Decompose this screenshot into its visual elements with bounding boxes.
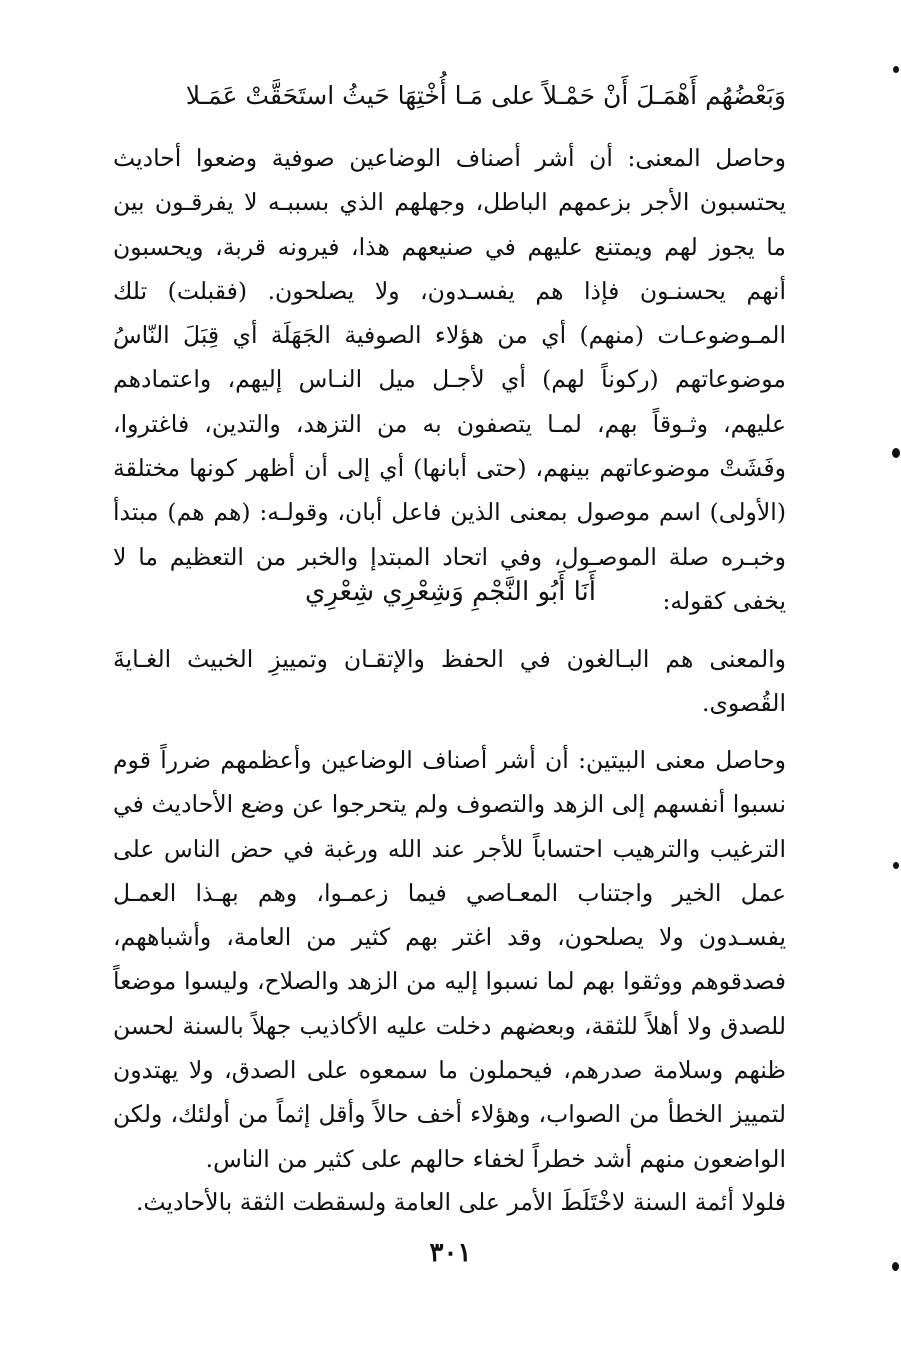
commentary-paragraph-1: وحاصل المعنى: أن أشر أصناف الوضاعين صوفية وضعوا أحاديث يحتسبون الأجر بزعمهم الباطل، وجهلهم الذي بسببـه لا يفرقـون بين ما يجوز لهم ويمتنع عليهم في صنيعهم هذا، فيرونه قربة، ويحسبون أنهم يحسنـون فإذا هم يفسـدون، ولا يصلحون. (فقبلت) تلك المـوضوعـات (منهم) أي من هؤلاء الصوفية الجَهَلَة أي قِبَلَ النّاسُ موضوعاتهم (ركوناً لهم) أي لأجـل ميل النـاس إليهم، واعتمادهم عليهم، وثـوقاً بهم، لمـا يتصفون به من التزهد، والتدين، فاغتروا، وفَشَتْ موضوعاتهم بينهم، (حتى أبانها) أي إلى أن أظهر كونها مختلقة (الأولى) اسم موصول بمعنى الذين فاعل أبان، وقولـه: (هم هم) مبتدأ وخبـره صلة الموصـول، وفي اتحاد المبتدإ والخبر من التعظيم ما لا يخفى كقوله:	[113, 144, 786, 615]
scan-edge-mark	[892, 1262, 899, 1271]
quoted-verse: أَنَا أَبُو النَّجْمِ وَشِعْرِي شِعْرِي	[304, 577, 596, 607]
commentary-paragraph-2: والمعنى هم البـالغون في الحفظ والإتقـان وتمييزِ الخبيث الغـايةَ القُصوى.	[113, 645, 786, 718]
commentary-paragraph-4: فلولا أئمة السنة لاخْتَلَطَ الأمر على العامة ولسقطت الثقة بالأحاديث.	[135, 1188, 786, 1216]
scan-edge-mark	[893, 66, 899, 73]
verse-line-top: وَبَعْضُهُم أَهْمَـلَ أَنْ حَمْـلاً على مَـا أُخْتِهَا حَيثُ استَحَقَّتْ عَمَـلا	[185, 81, 786, 110]
scan-edge-mark	[893, 862, 899, 869]
page-number: ٣٠١	[429, 1238, 472, 1268]
commentary-paragraph-3: وحاصل معنى البيتين: أن أشر أصناف الوضاعين وأعظمهم ضرراً قوم نسبوا أنفسهم إلى الزهد والتصوف ولم يتحرجوا عن وضع الأحاديث في الترغيب والترهيب احتساباً للأجر عند الله ورغبة في حض الناس على عمل الخير واجتناب المعـاصي فيما زعمـوا، وهم بهـذا العمـل يفسـدون ولا يصلحون، وقد اغتر بهم كثير من العامة، وأشباههم، فصدقوهم ووثقوا بهم لما نسبوا إليه من الزهد والصلاح، وليسوا موضعاً للصدق ولا أهلاً للثقة، وبعضهم دخلت عليه الأكاذيب جهلاً بالسنة لحسن ظنهم وسلامة صدرهم، فيحملون ما سمعوه على الصدق، ولا يهتدون لتمييز الخطأ من الصواب، وهؤلاء أخف حالاً وأقل إثماً من أولئك، ولكن الواضعون منهم أشد خطراً لخفاء حالهم على كثير من الناس.	[113, 746, 786, 1173]
scan-edge-mark	[892, 448, 900, 458]
